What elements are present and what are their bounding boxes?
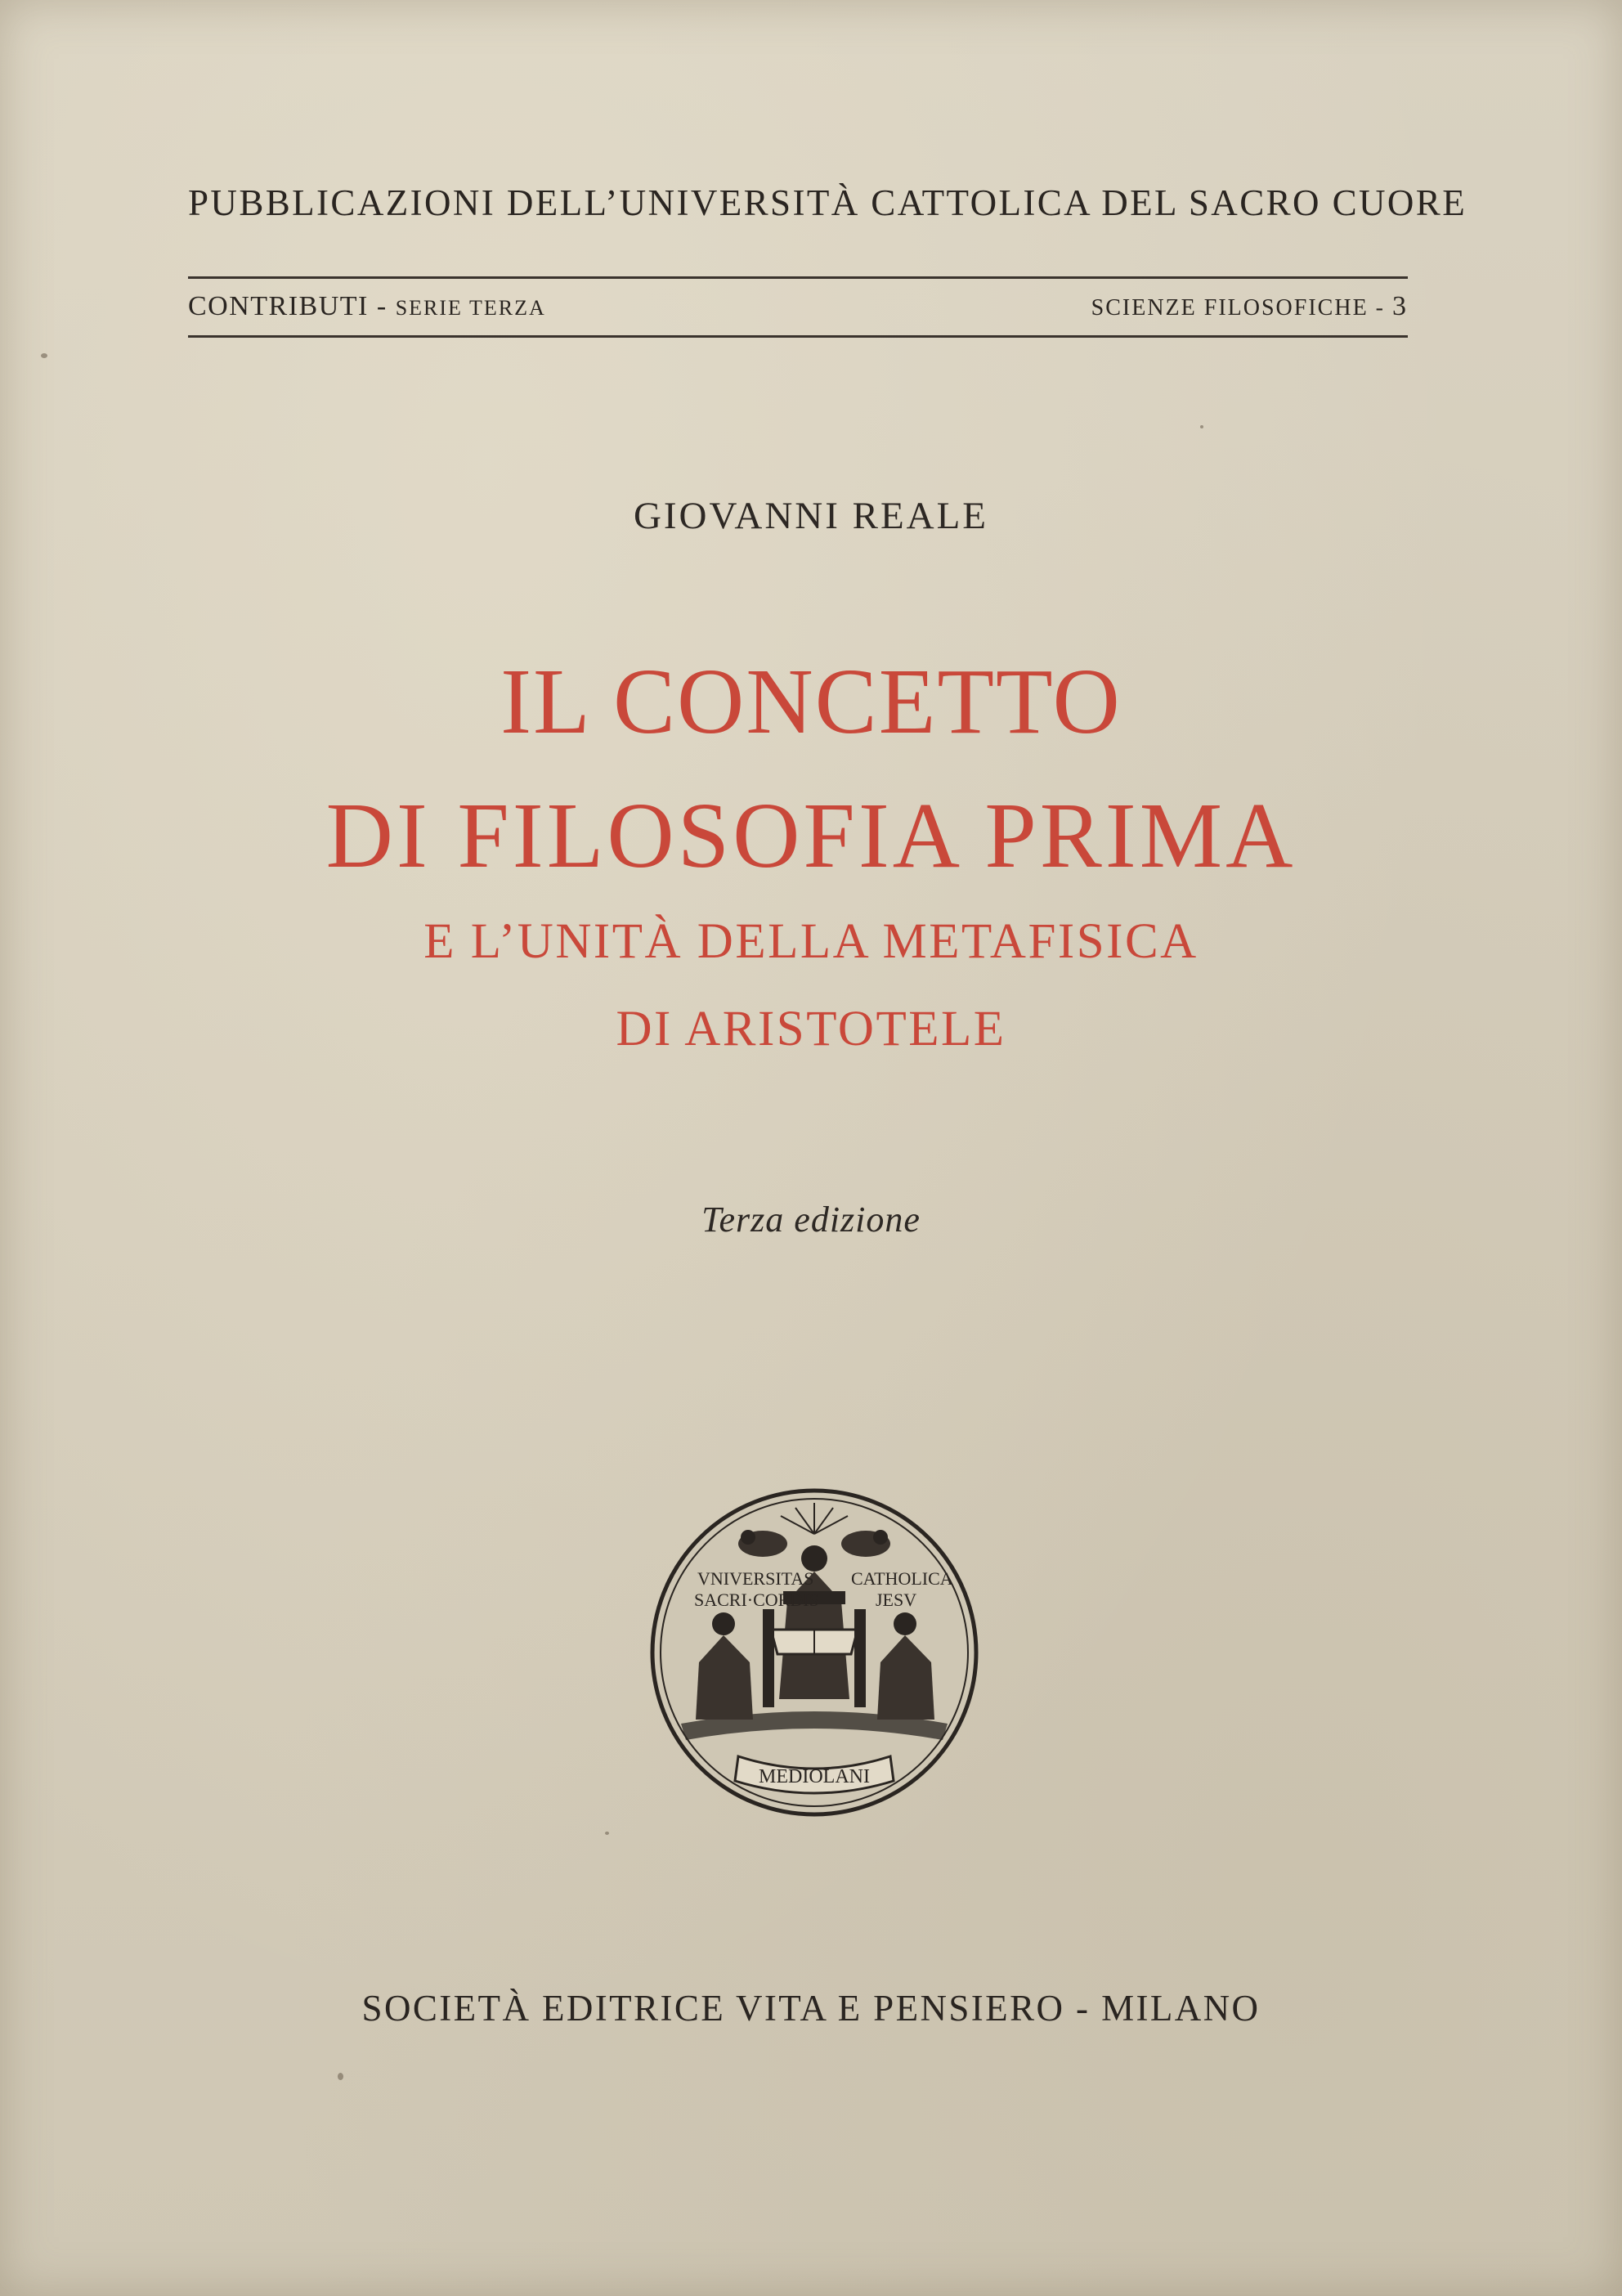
subseries-scienze-filosofiche: SCIENZE FILOSOFICHE	[1091, 295, 1369, 321]
paper-speck	[41, 353, 47, 358]
subseries-right	[1091, 291, 1408, 322]
title-line-3: E L’UNITÀ DELLA METAFISICA	[423, 914, 1199, 969]
seal-banner-text: MEDIOLANI	[759, 1766, 870, 1787]
paper-speck	[605, 1832, 609, 1835]
seal-text-upper-right: CATHOLICA	[851, 1568, 953, 1589]
publisher-line: SOCIETÀ EDITRICE VITA E PENSIERO - MILANO	[361, 1988, 1261, 2029]
paper-speck	[1200, 425, 1203, 428]
header-rule-top	[188, 276, 1408, 279]
subseries-volume-number: 3	[1392, 291, 1408, 321]
title-line-1: IL CONCETTO	[500, 649, 1122, 753]
subseries-serie-terza: SERIE TERZA	[395, 296, 546, 320]
seal-text-upper-left-2: SACRI·CORDIS	[694, 1590, 819, 1610]
series-title: PUBBLICAZIONI DELL’UNIVERSITÀ CATTOLICA DEL SACRO CUORE	[188, 182, 1467, 223]
seal-text-upper-left: VNIVERSITAS	[697, 1568, 814, 1589]
subseries-left	[188, 291, 546, 322]
subseries-contributi: CONTRIBUTI	[188, 291, 369, 321]
edition-label: Terza edizione	[701, 1200, 921, 1240]
author-name: GIOVANNI REALE	[633, 495, 989, 537]
seal-text-upper-right-2: JESV	[876, 1590, 917, 1610]
title-line-4: DI ARISTOTELE	[616, 1002, 1006, 1056]
subseries-left-separator: -	[368, 291, 396, 321]
subseries-right-separator: -	[1368, 295, 1392, 321]
university-seal-icon	[648, 1487, 980, 1818]
header-rule-bottom	[188, 335, 1408, 338]
title-line-2: DI FILOSOFIA PRIMA	[325, 783, 1297, 887]
paper-speck	[338, 2073, 343, 2080]
subseries-line	[188, 291, 1408, 330]
